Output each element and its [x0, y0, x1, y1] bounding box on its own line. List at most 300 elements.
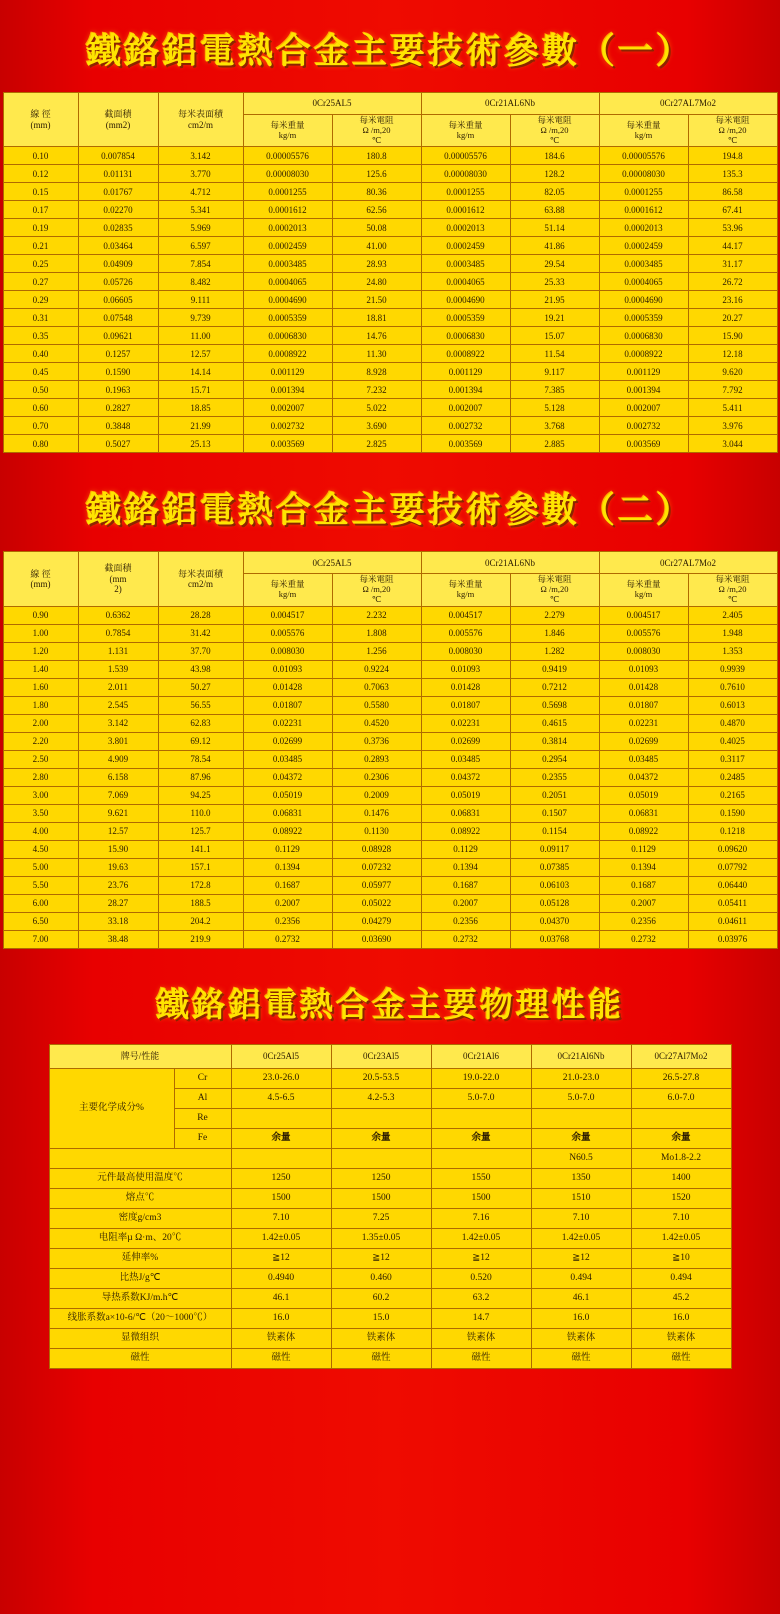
table-cell: 余量: [331, 1128, 431, 1148]
table-cell: 0.0003485: [243, 255, 332, 273]
table-cell: 1.256: [332, 642, 421, 660]
table-row: [3, 642, 777, 660]
table-cell: 16.0: [231, 1308, 331, 1328]
table-row: [3, 399, 777, 417]
table-row: [3, 183, 777, 201]
table-row: [3, 147, 777, 165]
table-cell: 0.01428: [243, 678, 332, 696]
table-cell: 7.10: [631, 1208, 731, 1228]
table-body-2: [3, 606, 777, 948]
table-cell: 18.85: [158, 399, 243, 417]
table-cell: 0.6362: [78, 606, 158, 624]
table-row: [3, 678, 777, 696]
table-cell: 0.0008922: [599, 345, 688, 363]
table-cell: 21.99: [158, 417, 243, 435]
table-cell: 0.0001255: [243, 183, 332, 201]
table-cell: 1.20: [3, 642, 78, 660]
table-cell: 2.279: [510, 606, 599, 624]
table-cell: 0.0001255: [421, 183, 510, 201]
table-cell: 0.2356: [599, 912, 688, 930]
table-cell: 0.04279: [332, 912, 421, 930]
table-cell: 188.5: [158, 894, 243, 912]
table-cell: 0.02835: [78, 219, 158, 237]
table-cell: 3.801: [78, 732, 158, 750]
table-cell: 1.60: [3, 678, 78, 696]
table-cell: 0.07232: [332, 858, 421, 876]
table-cell: [531, 1108, 631, 1128]
table-cell: 1520: [631, 1188, 731, 1208]
table-cell: 62.83: [158, 714, 243, 732]
table-cell: 0.60: [3, 399, 78, 417]
table-cell: 0.2485: [688, 768, 777, 786]
table-cell: 4.712: [158, 183, 243, 201]
table-cell: 0.001129: [599, 363, 688, 381]
table-cell: 62.56: [332, 201, 421, 219]
table-cell: 4.2-5.3: [331, 1088, 431, 1108]
table-cell: 0.5580: [332, 696, 421, 714]
table-cell: 2.20: [3, 732, 78, 750]
chem-element-label: Al: [174, 1088, 231, 1108]
table-cell: 0.04370: [510, 912, 599, 930]
table-cell: 0.003569: [243, 435, 332, 453]
table-cell: 5.0-7.0: [431, 1088, 531, 1108]
table-cell: 1.808: [332, 624, 421, 642]
table-cell: 0.1687: [243, 876, 332, 894]
table-cell: 28.27: [78, 894, 158, 912]
header-resistance-1: 每米電阻 Ω /m,20 ℃: [510, 574, 599, 606]
table-row: [3, 930, 777, 948]
table-cell: 53.96: [688, 219, 777, 237]
table-cell: 1.42±0.05: [231, 1228, 331, 1248]
table-cell: 0.01093: [243, 660, 332, 678]
table-row: [3, 660, 777, 678]
header-alloy-0: 0Cr25Al5: [231, 1044, 331, 1068]
table-cell: 磁性: [231, 1348, 331, 1368]
table-cell: 0.03976: [688, 930, 777, 948]
table-cell: 194.8: [688, 147, 777, 165]
table-cell: 0.04909: [78, 255, 158, 273]
table-cell: 0.03485: [599, 750, 688, 768]
table-cell: 141.1: [158, 840, 243, 858]
table-cell: 87.96: [158, 768, 243, 786]
table-cell: 0.4870: [688, 714, 777, 732]
table-cell: 46.1: [531, 1288, 631, 1308]
table-cell: 16.0: [531, 1308, 631, 1328]
table-cell: 11.00: [158, 327, 243, 345]
table-cell: [231, 1108, 331, 1128]
table-cell: 0.1507: [510, 804, 599, 822]
table-cell: [231, 1148, 331, 1168]
table-cell: 0.06831: [421, 804, 510, 822]
table-cell: 0.4615: [510, 714, 599, 732]
chem-element-label: Cr: [174, 1068, 231, 1088]
table-cell: 67.41: [688, 201, 777, 219]
table-cell: 50.27: [158, 678, 243, 696]
table-cell: 28.28: [158, 606, 243, 624]
table-cell: 0.0004065: [599, 273, 688, 291]
table-cell: 69.12: [158, 732, 243, 750]
table-cell: 0.7063: [332, 678, 421, 696]
table-cell: 0.002007: [243, 399, 332, 417]
chem-group-label: 主要化学成分%: [49, 1068, 174, 1148]
table-cell: 0.01767: [78, 183, 158, 201]
table-cell: 0.4520: [332, 714, 421, 732]
table-cell: 44.17: [688, 237, 777, 255]
table-cell: 0.520: [431, 1268, 531, 1288]
table-cell: 0.02231: [421, 714, 510, 732]
table-row: [3, 750, 777, 768]
table-cell: 2.825: [332, 435, 421, 453]
header-resistance-2: 每米電阻 Ω /m,20 ℃: [688, 574, 777, 606]
table-cell: 0.01093: [421, 660, 510, 678]
table-cell: 0.0001612: [599, 201, 688, 219]
table-cell: 0.25: [3, 255, 78, 273]
table-cell: 0.2007: [421, 894, 510, 912]
table-cell: 0.1687: [599, 876, 688, 894]
table-cell: 0.9419: [510, 660, 599, 678]
table-cell: 7.854: [158, 255, 243, 273]
table-cell: 6.00: [3, 894, 78, 912]
table-cell: 0.31: [3, 309, 78, 327]
table-cell: 0.17: [3, 201, 78, 219]
table-cell: 0.001394: [421, 381, 510, 399]
table-cell: 1500: [431, 1188, 531, 1208]
table-cell: 1250: [331, 1168, 431, 1188]
header-weight-0: 每米重量 kg/m: [243, 574, 332, 606]
table-cell: 0.0002013: [599, 219, 688, 237]
table-cell: 51.14: [510, 219, 599, 237]
table-cell: 0.00005576: [599, 147, 688, 165]
table-cell: 1.131: [78, 642, 158, 660]
table-row: [3, 786, 777, 804]
table-cell: 1550: [431, 1168, 531, 1188]
property-label: 导热系数KJ/m.h℃: [49, 1288, 231, 1308]
table-cell: 3.044: [688, 435, 777, 453]
table-cell: 20.27: [688, 309, 777, 327]
table-cell: 0.03485: [421, 750, 510, 768]
table-cell: 0.2051: [510, 786, 599, 804]
table-cell: 1.948: [688, 624, 777, 642]
chem-element-label: Fe: [174, 1128, 231, 1148]
table-cell: 7.385: [510, 381, 599, 399]
table-row: [49, 1328, 731, 1348]
table-row: [49, 1228, 731, 1248]
table-cell: 125.7: [158, 822, 243, 840]
property-label: 延伸率%: [49, 1248, 231, 1268]
table-cell: 0.0004690: [421, 291, 510, 309]
table-cell: 0.02270: [78, 201, 158, 219]
table-row: [49, 1288, 731, 1308]
table-cell: 14.7: [431, 1308, 531, 1328]
table-cell: ≧12: [531, 1248, 631, 1268]
table-cell: 0.004517: [421, 606, 510, 624]
table-cell: 1350: [531, 1168, 631, 1188]
table-cell: 0.02699: [243, 732, 332, 750]
table-cell: 0.001129: [421, 363, 510, 381]
table-cell: 磁性: [331, 1348, 431, 1368]
table-cell: 0.05128: [510, 894, 599, 912]
table-cell: 0.08922: [599, 822, 688, 840]
table-row: [3, 255, 777, 273]
table-cell: 0.3117: [688, 750, 777, 768]
table-cell: 3.976: [688, 417, 777, 435]
table-cell: 1500: [331, 1188, 431, 1208]
table-row: [49, 1068, 731, 1088]
table-cell: 0.3736: [332, 732, 421, 750]
table-row: [3, 309, 777, 327]
table-cell: [431, 1148, 531, 1168]
table-cell: 7.25: [331, 1208, 431, 1228]
table-row: [3, 165, 777, 183]
table-cell: 磁性: [431, 1348, 531, 1368]
table-cell: 0.01131: [78, 165, 158, 183]
table-cell: 0.09621: [78, 327, 158, 345]
table-cell: [331, 1148, 431, 1168]
header-alloy-1: 0Cr21AL6Nb: [421, 552, 599, 574]
table-cell: 0.01428: [599, 678, 688, 696]
table-cell: 14.14: [158, 363, 243, 381]
property-label: 密度g/cm3: [49, 1208, 231, 1228]
table-cell: 0.1218: [688, 822, 777, 840]
table-row: [3, 237, 777, 255]
table-cell: 0.1130: [332, 822, 421, 840]
table-cell: 125.6: [332, 165, 421, 183]
table-cell: 0.5698: [510, 696, 599, 714]
table-cell: 0.2732: [599, 930, 688, 948]
header-weight-2: 每米重量 kg/m: [599, 115, 688, 147]
table-cell: 0.9224: [332, 660, 421, 678]
table-row: [3, 804, 777, 822]
table-cell: 172.8: [158, 876, 243, 894]
table-cell: 7.232: [332, 381, 421, 399]
table-cell: 0.00008030: [599, 165, 688, 183]
table-cell: 1250: [231, 1168, 331, 1188]
header-resistance-1: 每米電阻 Ω /m,20 ℃: [510, 115, 599, 147]
table-cell: 80.36: [332, 183, 421, 201]
header-wire-diameter: 線 徑 (mm): [3, 552, 78, 606]
table-cell: 0.2306: [332, 768, 421, 786]
table-cell: 铁素体: [631, 1328, 731, 1348]
header-surface-area: 每米表面積 cm2/m: [158, 552, 243, 606]
table-cell: 余量: [431, 1128, 531, 1148]
table-cell: 1.539: [78, 660, 158, 678]
table-cell: 0.05411: [688, 894, 777, 912]
table-cell: 24.80: [332, 273, 421, 291]
table-cell: 0.0006830: [599, 327, 688, 345]
table-cell: 41.00: [332, 237, 421, 255]
table-cell: 0.0008922: [243, 345, 332, 363]
table-cell: 0.3814: [510, 732, 599, 750]
header-alloy-1: 0Cr21AL6Nb: [421, 93, 599, 115]
table-cell: 3.690: [332, 417, 421, 435]
table-cell: 19.21: [510, 309, 599, 327]
header-alloy-0: 0Cr25AL5: [243, 552, 421, 574]
table-cell: 4.50: [3, 840, 78, 858]
header-section-area: 截面積 (mm 2): [78, 552, 158, 606]
table-cell: 0.02699: [599, 732, 688, 750]
table-row: [3, 345, 777, 363]
table-cell: 19.63: [78, 858, 158, 876]
table-cell: 1.353: [688, 642, 777, 660]
table-cell: 1510: [531, 1188, 631, 1208]
table-cell: 63.88: [510, 201, 599, 219]
table-row: [3, 363, 777, 381]
table-cell: 0.002007: [599, 399, 688, 417]
table-cell: 21.50: [332, 291, 421, 309]
table-cell: 0.2007: [243, 894, 332, 912]
table-cell: 0.03464: [78, 237, 158, 255]
table-cell: 0.09117: [510, 840, 599, 858]
table-cell: 铁素体: [331, 1328, 431, 1348]
table-cell: 0.001129: [243, 363, 332, 381]
table-cell: 2.405: [688, 606, 777, 624]
table-cell: 3.142: [158, 147, 243, 165]
table-cell: 12.18: [688, 345, 777, 363]
table-cell: 余量: [231, 1128, 331, 1148]
header-alloy-1: 0Cr23Al5: [331, 1044, 431, 1068]
header-wire-diameter: 線 徑 (mm): [3, 93, 78, 147]
table-cell: 5.128: [510, 399, 599, 417]
table-row: [3, 624, 777, 642]
table-cell: 0.06605: [78, 291, 158, 309]
table-cell: 0.08922: [243, 822, 332, 840]
table-cell: N60.5: [531, 1148, 631, 1168]
table-cell: 5.0-7.0: [531, 1088, 631, 1108]
table-cell: 41.86: [510, 237, 599, 255]
page-title-3: 鐵鉻鋁電熱合金主要物理性能: [156, 984, 624, 1024]
table-cell: 45.2: [631, 1288, 731, 1308]
table-cell: 0.2893: [332, 750, 421, 768]
table-cell: 3.00: [3, 786, 78, 804]
table-cell: 0.06831: [243, 804, 332, 822]
table-cell: 86.58: [688, 183, 777, 201]
table-header-row: [49, 1044, 731, 1068]
table-cell: 94.25: [158, 786, 243, 804]
table-cell: 5.022: [332, 399, 421, 417]
table-cell: 31.42: [158, 624, 243, 642]
table-row: [3, 732, 777, 750]
table-cell: 1400: [631, 1168, 731, 1188]
table-row: [49, 1248, 731, 1268]
table-cell: 1.282: [510, 642, 599, 660]
table-row: [3, 327, 777, 345]
table-cell: 0.29: [3, 291, 78, 309]
header-resistance-0: 每米電阻 Ω /m,20 ℃: [332, 574, 421, 606]
table-cell: 38.48: [78, 930, 158, 948]
table-cell: 50.08: [332, 219, 421, 237]
table-cell: 0.05977: [332, 876, 421, 894]
table-cell: 1.00: [3, 624, 78, 642]
table-row: [49, 1148, 731, 1168]
table-cell: 1.80: [3, 696, 78, 714]
table-cell: 0.01807: [599, 696, 688, 714]
table-cell: 0.1476: [332, 804, 421, 822]
table-cell: 15.71: [158, 381, 243, 399]
table-cell: 29.54: [510, 255, 599, 273]
table-cell: 0.07548: [78, 309, 158, 327]
table-cell: 0.08928: [332, 840, 421, 858]
table-row: [3, 822, 777, 840]
table-cell: 0.002732: [421, 417, 510, 435]
table-cell: 3.770: [158, 165, 243, 183]
table-cell: 2.011: [78, 678, 158, 696]
header-alloy-2: 0Cr27AL7Mo2: [599, 93, 777, 115]
table-cell: 7.00: [3, 930, 78, 948]
table-cell: 0.00005576: [243, 147, 332, 165]
header-weight-1: 每米重量 kg/m: [421, 574, 510, 606]
table-cell: 2.80: [3, 768, 78, 786]
chem-element-label: Re: [174, 1108, 231, 1128]
table-cell: 0.45: [3, 363, 78, 381]
table-cell: 7.069: [78, 786, 158, 804]
table-cell: 0.005576: [243, 624, 332, 642]
table-cell: 3.768: [510, 417, 599, 435]
table-cell: 0.1394: [243, 858, 332, 876]
table-cell: 2.545: [78, 696, 158, 714]
table-cell: 0.1129: [599, 840, 688, 858]
table-cell: 0.19: [3, 219, 78, 237]
table-cell: 15.90: [688, 327, 777, 345]
table-cell: 0.0002459: [421, 237, 510, 255]
table-cell: 0.0004690: [243, 291, 332, 309]
table-cell: 0.01807: [421, 696, 510, 714]
table-cell: 20.5-53.5: [331, 1068, 431, 1088]
table-cell: 0.02231: [599, 714, 688, 732]
table-cell: 0.2165: [688, 786, 777, 804]
table-cell: 0.1129: [421, 840, 510, 858]
header-alloy-0: 0Cr25AL5: [243, 93, 421, 115]
table-cell: 0.0005359: [599, 309, 688, 327]
table-row: [3, 912, 777, 930]
table-cell: 0.03768: [510, 930, 599, 948]
table-cell: 3.142: [78, 714, 158, 732]
table-cell: 0.00005576: [421, 147, 510, 165]
table-row: [3, 858, 777, 876]
table-body-1: [3, 147, 777, 453]
table-cell: 铁素体: [431, 1328, 531, 1348]
table-cell: 5.411: [688, 399, 777, 417]
table-cell: 0.003569: [421, 435, 510, 453]
table-row: [3, 291, 777, 309]
table-cell: 1.42±0.05: [431, 1228, 531, 1248]
table-cell: 余量: [531, 1128, 631, 1148]
table-cell: 0.1257: [78, 345, 158, 363]
table-cell: 0.0002013: [421, 219, 510, 237]
table-cell: 2.50: [3, 750, 78, 768]
table-row: [49, 1308, 731, 1328]
table-cell: 磁性: [631, 1348, 731, 1368]
table-cell: 0.90: [3, 606, 78, 624]
table-row: [3, 714, 777, 732]
table-cell: 128.2: [510, 165, 599, 183]
table-cell: 2.00: [3, 714, 78, 732]
table-cell: 0.7610: [688, 678, 777, 696]
table-cell: 4.5-6.5: [231, 1088, 331, 1108]
physical-properties-table: [49, 1044, 732, 1369]
table-cell: 0.2007: [599, 894, 688, 912]
header-resistance-2: 每米電阻 Ω /m,20 ℃: [688, 115, 777, 147]
table-cell: 6.158: [78, 768, 158, 786]
table-cell: 9.620: [688, 363, 777, 381]
table-cell: ≧12: [231, 1248, 331, 1268]
table-cell: 铁素体: [231, 1328, 331, 1348]
table-cell: 0.007854: [78, 147, 158, 165]
table-cell: 0.09620: [688, 840, 777, 858]
table-cell: 0.2356: [243, 912, 332, 930]
table-cell: 6.50: [3, 912, 78, 930]
table-cell: 0.7212: [510, 678, 599, 696]
table-cell: 16.0: [631, 1308, 731, 1328]
